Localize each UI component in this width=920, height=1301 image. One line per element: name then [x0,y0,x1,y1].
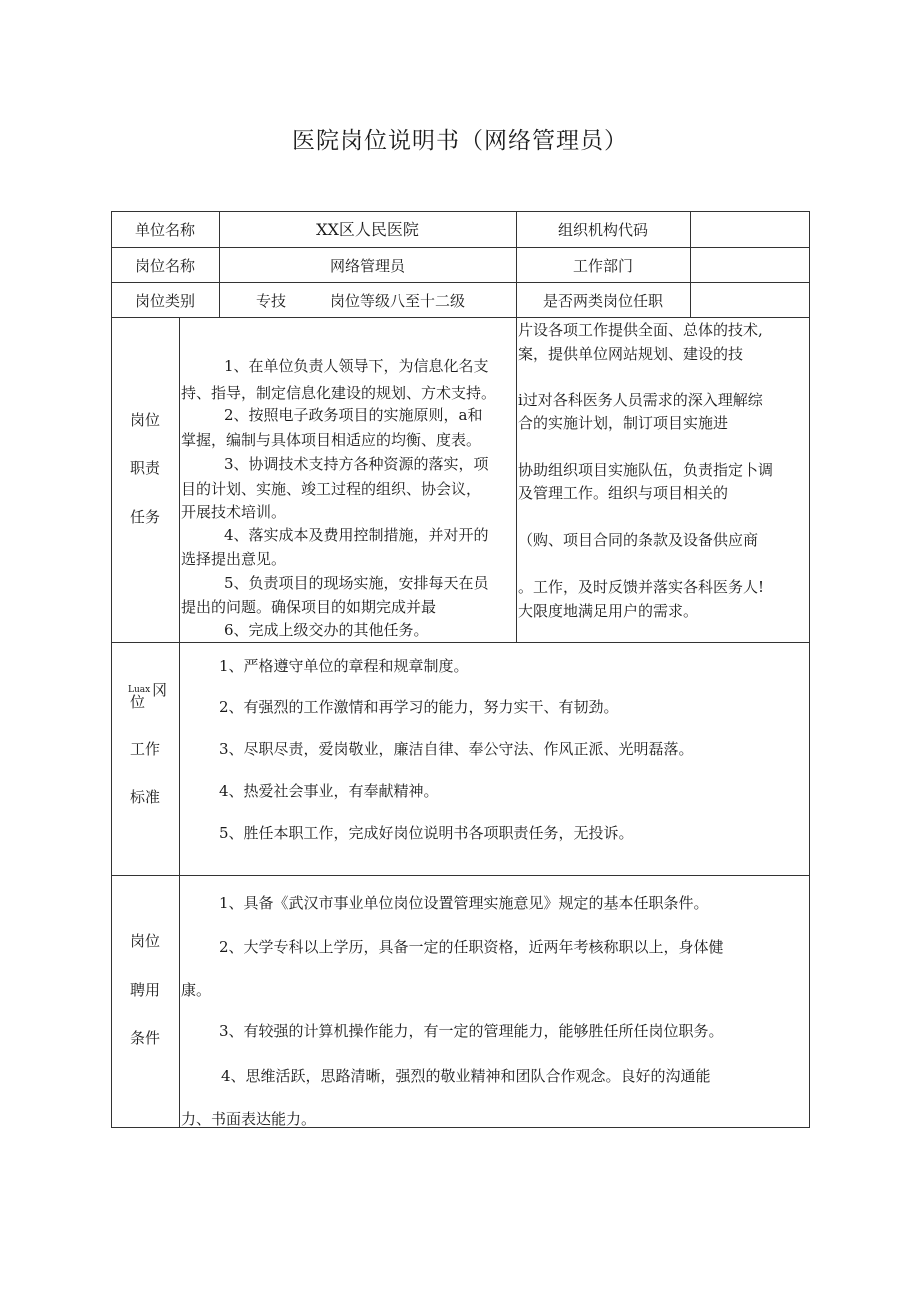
duty-line: 协助组织项目实施队伍，负责指定卜调 [518,461,774,479]
condition-line: 2、大学专科以上学历，具备一定的任职资格，近两年考核称职以上，身体健 [219,938,724,956]
conditions-label-1: 岗位 [129,932,160,950]
standards-label-small: Luax [128,685,151,695]
conditions-label-2: 聘用 [129,981,160,999]
dual-post-label: 是否两类岗位任职 [542,292,663,310]
standards-label-1a: 冈 [152,681,168,699]
condition-line: 4、思维活跃，思路清晰，强烈的敬业精神和团队合作观念。良好的沟通能 [221,1067,711,1085]
duty-line: 4、落实成本及费用控制措施，并对开的 [224,526,489,544]
standard-item: 5、胜任本职工作，完成好岗位说明书各项职责任务，无投诉。 [219,824,634,842]
page-title: 医院岗位说明书（网络管理员） [292,128,628,154]
duty-line: i过对各科医务人员需求的深入理解综 [518,391,763,409]
post-name-value: 网络管理员 [329,257,405,275]
standard-item: 2、有强烈的工作激情和再学习的能力，努力实干、有韧劲。 [219,698,619,716]
condition-line: 3、有较强的计算机操作能力，有一定的管理能力，能够胜任所任岗位职务。 [219,1022,724,1040]
duty-line: 目的计划、实施、竣工过程的组织、协会议， [181,480,482,498]
duty-line: 案，提供单位网站规划、建设的技 [518,345,744,363]
post-grade: 岗位等级八至十二级 [330,292,466,310]
condition-line: 1、具备《武汉市事业单位岗位设置管理实施意见》规定的基本任职条件。 [219,894,709,912]
unit-name-value: XX区人民医院 [316,220,419,239]
duty-line: 。工作，及时反馈并落实各科医务人! [518,578,765,596]
duties-label-1: 岗位 [129,411,160,429]
duty-line: 片设各项工作提供全面、总体的技术, [518,321,763,339]
standard-item: 4、热爱社会事业，有奉献精神。 [219,782,439,800]
duty-line: 5、负责项目的现场实施，安排每天在员 [224,574,489,592]
post-name-label: 岗位名称 [134,257,195,275]
post-type-value: 专技 [256,292,287,310]
duties-label-2: 职责 [129,459,160,477]
standard-item: 1、严格遵守单位的章程和规章制度。 [219,657,469,675]
duty-line: 开展技术培训。 [181,503,287,521]
standards-label-3: 标准 [129,788,160,806]
condition-line: 康。 [181,981,212,999]
duty-line: 持、指导，制定信息化建设的规划、方术支持。 [181,384,497,402]
duty-line: 2、按照电子政务项目的实施原则，a和 [224,406,483,424]
post-type-label: 岗位类别 [134,292,195,310]
duty-line: 3、协调技术支持方各种资源的落实，项 [224,455,489,473]
duty-line: 合的实施计划，制订项目实施进 [518,414,729,432]
duty-line: 大限度地满足用户的需求。 [518,602,699,620]
condition-line: 力、书面表达能力。 [181,1110,317,1128]
unit-name-label: 单位名称 [134,221,195,239]
standards-label-2: 工作 [129,740,160,758]
standards-label-1b: 位 [130,693,146,711]
org-code-label: 组织机构代码 [557,221,648,239]
conditions-label-3: 条件 [129,1029,160,1047]
duty-line: 提出的问题。确保项目的如期完成并最 [181,598,437,616]
standard-item: 3、尽职尽责，爱岗敬业，廉洁自律、奉公守法、作风正派、光明磊落。 [219,740,694,758]
duty-line: 选择提出意见。 [181,550,287,568]
duty-line: 1、在单位负责人领导下，为信息化名支 [224,357,489,375]
duty-line: 掌握，编制与具体项目相适应的均衡、度表。 [181,431,482,449]
duties-label-3: 任务 [129,508,160,526]
dept-label: 工作部门 [572,257,633,275]
duty-line: （购、项目合同的条款及设备供应商 [518,531,759,549]
duty-line: 及管理工作。组织与项目相关的 [518,484,729,502]
duty-line: 6、完成上级交办的其他任务。 [224,621,429,639]
